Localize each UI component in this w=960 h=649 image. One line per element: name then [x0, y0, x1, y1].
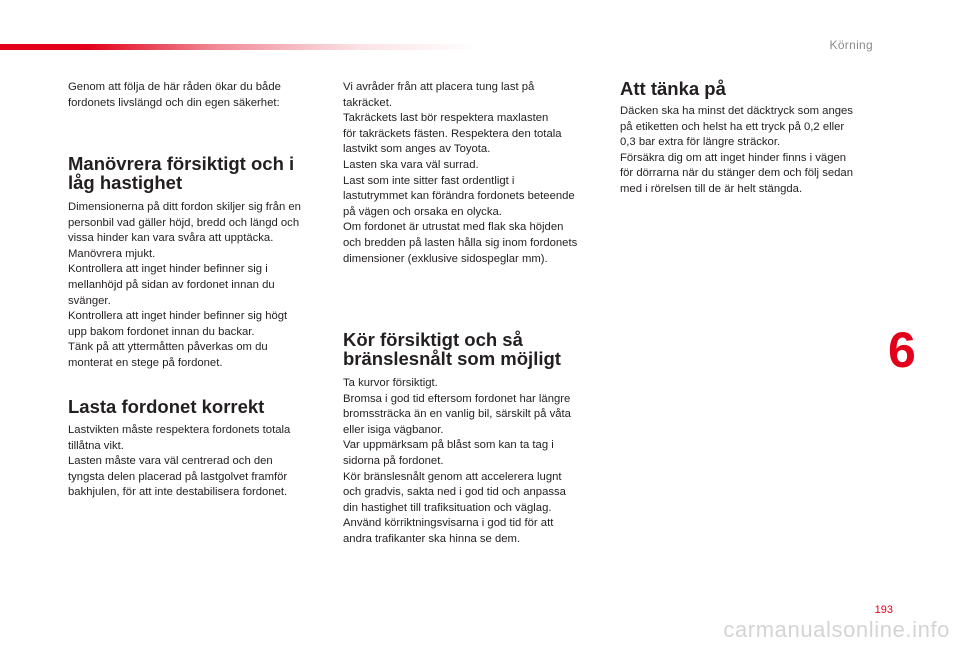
paragraph-maneuver: Dimensionerna på ditt fordon skiljer sig från en personbil vad gäller höjd, bredd och längd och vissa hinder kan vara svåra att upptäcka. Manövrera mjukt. Kontrollera att inget hinder befinner sig i mellanhöjd på sidan av fordonet innan du svänger. Kontrollera att inget hinder befinner sig högt upp bakom fordonet innan du backar. Tänk på att yttermåtten påverkas om du monterat en stege på fordonet.	[68, 201, 301, 369]
paragraph-loading: Lastvikten måste respektera fordonets totala tillåtna vikt. Lasten måste vara väl centrerad och den tyngsta delen placerad på lastgolvet framför bakhjulen, för att inte destabilisera fordonet.	[68, 424, 291, 499]
paragraph-roof-rack: Vi avråder från att placera tung last på takräcket. Takräckets last bör respektera maxlasten för takräckets fästen. Respektera den totala lastvikt som anges av Toyota. Lasten ska vara väl surrad. Last som inte sitter fast ordentligt i lastutrymmet kan förändra fordonets beteende på vägen och orsaka en olycka. Om fordonet är utrustat med flak ska höjden och bredden på lasten hålla sig inom fordonets dimensioner (exklusive sidospeglar mm).	[343, 81, 578, 265]
paragraph-consider: Däcken ska ha minst det däcktryck som anges på etiketten och helst ha ett tryck på 0,2 eller 0,3 bar extra för längre sträckor. Försäkra dig om att inget hinder finns i vägen för dörrarna när du stänger dem och följ sedan med i rörelsen till de är helt stängda.	[620, 105, 853, 195]
loading-body	[68, 423, 326, 501]
paragraph-driving: Ta kurvor försiktigt. Bromsa i god tid eftersom fordonet har längre bromssträcka än en vanlig bil, särskilt på våta eller isiga vägbanor. Var uppmärksam på blåst som kan ta tag i sidorna på fordonet. Kör bränslesnålt genom att accelerera lugnt och gradvis, sakta ned i god tid och anpassa din hastighet till trafiksituation och väglag. Använd körriktningsvisarna i god tid för att andra trafikanter ska hinna se dem.	[343, 377, 571, 545]
section-label: Körning	[829, 38, 873, 52]
loading-section	[68, 397, 326, 416]
intro-block	[68, 80, 326, 111]
heading-maneuver: Manövrera försiktigt och i låg hastighet	[68, 153, 295, 193]
header-accent-bar	[0, 44, 480, 50]
maneuver-section	[68, 154, 326, 192]
driving-body	[343, 376, 601, 548]
chapter-number: 6	[888, 322, 916, 378]
heading-driving: Kör försiktigt och så bränslesnålt som möjligt	[343, 329, 561, 369]
watermark: carmanualsonline.info	[723, 617, 950, 642]
roof-rack-block	[343, 80, 601, 267]
consider-section	[620, 79, 878, 98]
heading-loading: Lasta fordonet korrekt	[68, 396, 265, 417]
intro-paragraph: Genom att följa de här råden ökar du både fordonets livslängd och din egen säkerhet:	[68, 81, 281, 109]
heading-consider: Att tänka på	[620, 78, 726, 99]
maneuver-body	[68, 200, 326, 372]
page-number: 193	[874, 604, 893, 616]
consider-body	[620, 104, 878, 198]
driving-section	[343, 330, 601, 368]
